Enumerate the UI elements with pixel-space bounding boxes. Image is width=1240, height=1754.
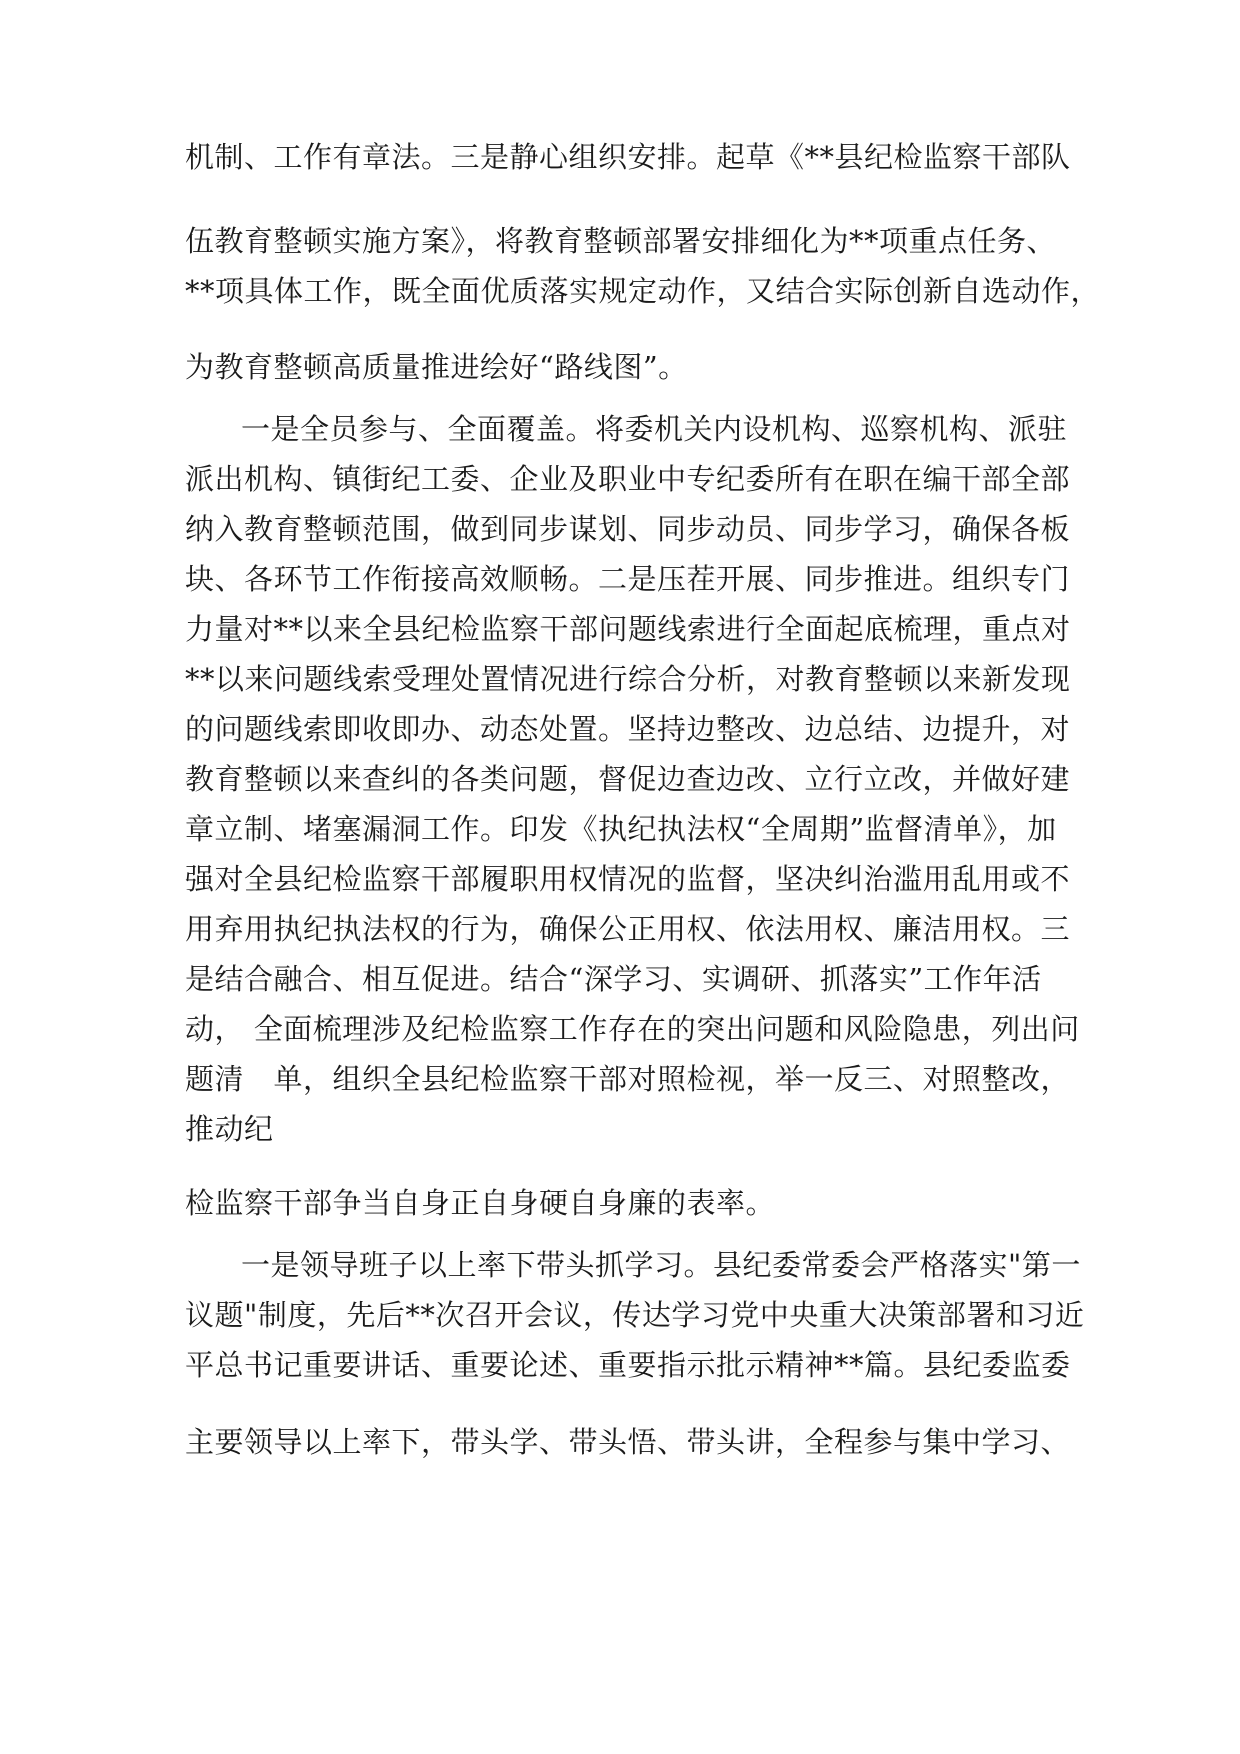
text-line: 题清 单，组织全县纪检监察干部对照检视，举一反三、对照整改， xyxy=(185,1062,1071,1096)
text-line: 为教育整顿高质量推进绘好“路线图”。 xyxy=(185,350,688,384)
text-line: 平总书记重要讲话、重要论述、重要指示批示精神**篇。县纪委监委 xyxy=(185,1348,1071,1382)
text-line: 派出机构、镇街纪工委、企业及职业中专纪委所有在职在编干部全部 xyxy=(185,462,1071,496)
text-line: 议题"制度，先后**次召开会议，传达学习党中央重大决策部署和习近 xyxy=(185,1298,1085,1332)
text-line: 教育整顿以来查纠的各类问题，督促边查边改、立行立改，并做好建 xyxy=(185,762,1071,796)
text-line: 纳入教育整顿范围，做到同步谋划、同步动员、同步学习，确保各板 xyxy=(185,512,1071,546)
paragraph-first-line: 一是领导班子以上率下带头抓学习。县纪委常委会严格落实"第一 xyxy=(241,1248,1081,1282)
text-line: 检监察干部争当自身正自身硬自身廉的表率。 xyxy=(185,1186,776,1220)
text-line: 用弃用执纪执法权的行为，确保公正用权、依法用权、廉洁用权。三 xyxy=(185,912,1071,946)
text-line: **项具体工作，既全面优质落实规定动作，又结合实际创新自选动作， xyxy=(185,274,1101,308)
text-line: 章立制、堵塞漏洞工作。印发《执纪执法权“全周期”监督清单》，加 xyxy=(185,812,1057,846)
paragraph-first-line: 一是全员参与、全面覆盖。将委机关内设机构、巡察机构、派驻 xyxy=(241,412,1068,446)
text-line: 推动纪 xyxy=(185,1112,274,1146)
text-line: 块、各环节工作衔接高效顺畅。二是压茬开展、同步推进。组织专门 xyxy=(185,562,1071,596)
text-line: 力量对**以来全县纪检监察干部问题线索进行全面起底梳理，重点对 xyxy=(185,612,1071,646)
text-line: 是结合融合、相互促进。结合“深学习、实调研、抓落实”工作年活 xyxy=(185,962,1042,996)
text-line: 强对全县纪检监察干部履职用权情况的监督，坚决纠治滥用乱用或不 xyxy=(185,862,1071,896)
text-line: 伍教育整顿实施方案》，将教育整顿部署安排细化为**项重点任务、 xyxy=(185,224,1057,258)
text-line: 的问题线索即收即办、动态处置。坚持边整改、边总结、边提升，对 xyxy=(185,712,1071,746)
text-line: **以来问题线索受理处置情况进行综合分析，对教育整顿以来新发现 xyxy=(185,662,1071,696)
text-line: 主要领导以上率下，带头学、带头悟、带头讲，全程参与集中学习、 xyxy=(185,1425,1071,1459)
text-line: 机制、工作有章法。三是静心组织安排。起草《**县纪检监察干部队 xyxy=(185,140,1071,174)
text-line: 动， 全面梳理涉及纪检监察工作存在的突出问题和风险隐患，列出问 xyxy=(185,1012,1080,1046)
